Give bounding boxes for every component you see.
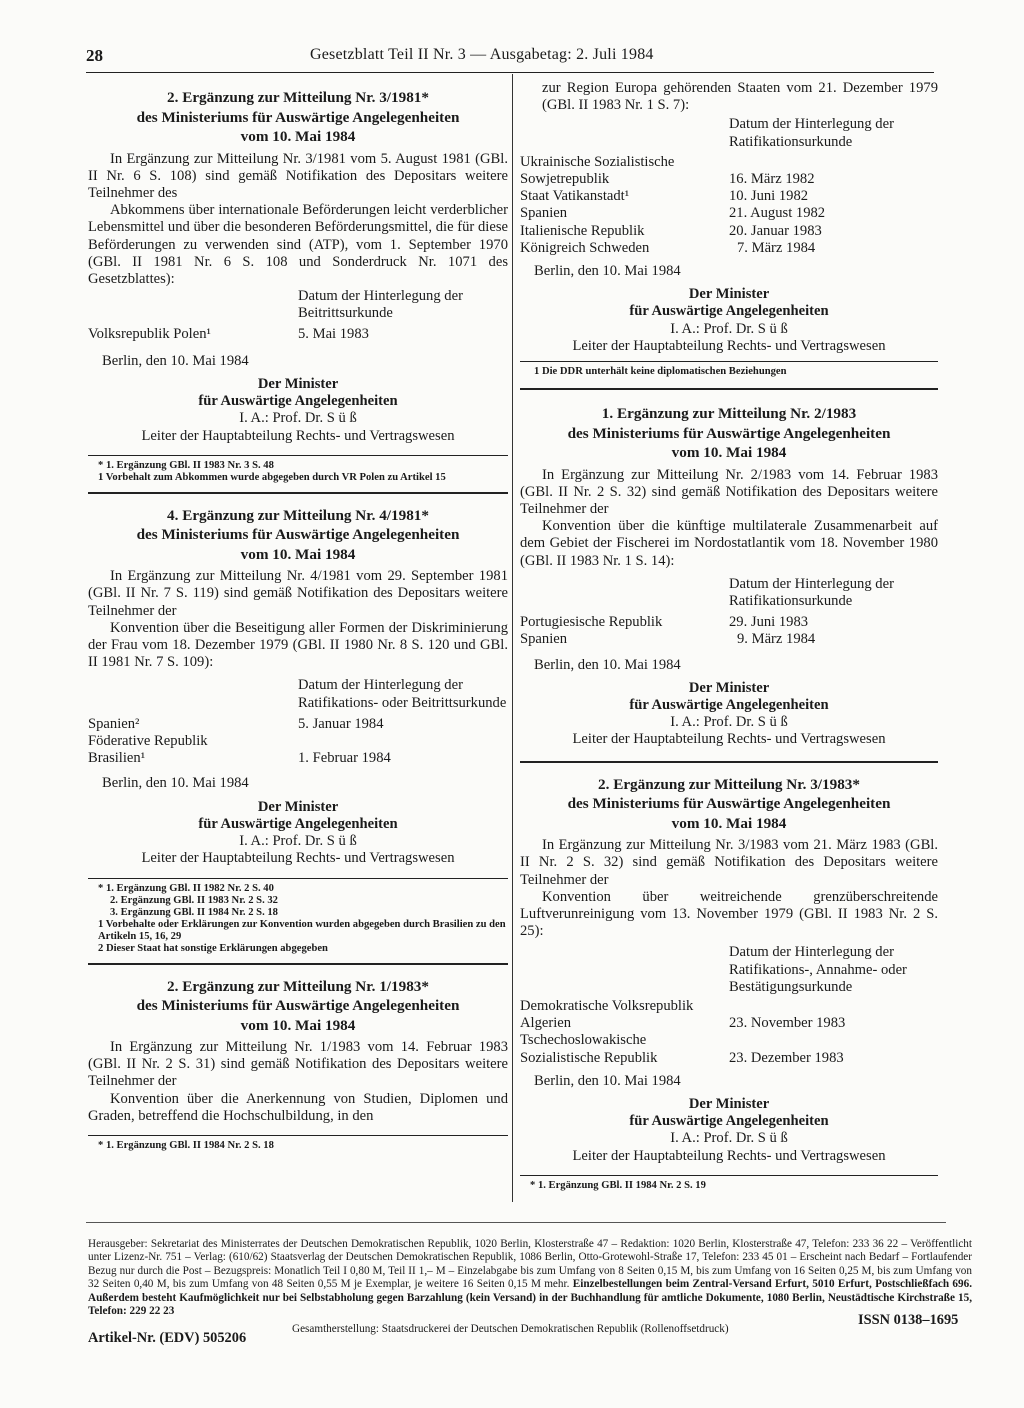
- imprint-rule: [86, 1222, 946, 1223]
- deposit-date: 1. Februar 1984: [298, 750, 391, 767]
- article-number: Artikel-Nr. (EDV) 505206: [88, 1330, 247, 1346]
- table-row: [88, 323, 508, 343]
- sig-signatory: I. A.: Prof. Dr. S ü ß: [670, 1130, 788, 1147]
- section-2-footnotes: [88, 878, 508, 955]
- right-column: [520, 80, 938, 1192]
- footnote: * 1. Ergänzung GBl. II 1984 Nr. 2 S. 18: [98, 1140, 274, 1152]
- imprint-ordering: Einzelbestellungen beim Zentral-Versand Erfurt, 5010 Erfurt, Postschließfach 696. Außerdem besteht Kaufmöglichkeit nur bei Selbstabholung gegen Barzahlung (kein Versand) in der Buchhandlung für amtliche Dokumente, 1080 Berlin, Neustädtische Kirchstraße 15, Telefon: 229 22 23: [88, 1278, 973, 1318]
- footnote: 2 Dieser Staat hat sonstige Erklärungen abgegeben: [98, 942, 328, 954]
- section-3: [88, 977, 508, 1153]
- section-4-signature: [520, 680, 938, 749]
- section-2-title-ministry: des Ministeriums für Auswärtige Angelegenheiten: [136, 526, 460, 544]
- deposit-date: 9. März 1984: [737, 631, 816, 648]
- sig-signatory: I. A.: Prof. Dr. S ü ß: [239, 833, 357, 850]
- section-2-signature: [88, 799, 508, 868]
- sig-ministry: für Auswärtige Angelegenheiten: [198, 815, 398, 832]
- state-name: Spanien²: [88, 715, 140, 732]
- sig-minister: Der Minister: [257, 375, 339, 392]
- section-1-treaty: Abkommens über internationale Beförderungen leicht verderblicher Lebensmittel und über die besonderen Beförderungsmittel, die für diese Beförderungen zu verwenden sind (ATP), vom 1. September 1970 (GBl. II 1981 Nr. 6 S. 108 und Sonderdruck Nr. 1071 des Gesetzblattes):: [88, 202, 508, 287]
- imprint: [88, 1238, 972, 1318]
- deposit-date: 10. Juni 1982: [729, 188, 809, 205]
- section-3-intro: In Ergänzung zur Mitteilung Nr. 1/1983 vom 14. Februar 1983 (GBl. II Nr. 2 S. 31) sind gemäß Notifikation des Depositars weitere Teilnehmer der: [88, 1039, 508, 1090]
- footnote: 1 Vorbehalt zum Abkommen wurde abgegeben durch VR Polen zu Artikel 15: [98, 471, 446, 483]
- deposit-date: 5. Mai 1983: [298, 325, 369, 342]
- section-5-table: [520, 944, 938, 1066]
- section-3-footnote-ddr: [520, 361, 938, 378]
- table-row: [88, 733, 508, 767]
- sig-ministry: für Auswärtige Angelegenheiten: [629, 1113, 829, 1130]
- table-row: [520, 205, 938, 222]
- sig-minister: Der Minister: [688, 679, 770, 696]
- section-5-place: Berlin, den 10. Mai 1984: [534, 1072, 681, 1089]
- printer-note: Gesamtherstellung: Staatsdruckerei der Deutschen Demokratischen Republik (Rollenoffsetdruck): [292, 1323, 729, 1335]
- section-3-footnotes: [88, 1135, 508, 1152]
- section-3-signature: [520, 286, 938, 355]
- section-5-intro: In Ergänzung zur Mitteilung Nr. 3/1983 vom 21. März 1983 (GBl. II Nr. 2 S. 32) sind gemäß Notifikation des Depositars weitere Teilnehmer der: [520, 837, 938, 888]
- sig-department: Leiter der Hauptabteilung Rechts- und Vertragswesen: [572, 731, 886, 748]
- section-2-title-number: 4. Ergänzung zur Mitteilung Nr. 4/1981*: [167, 506, 429, 524]
- section-5-title-ministry: des Ministeriums für Auswärtige Angelegenheiten: [567, 795, 891, 813]
- footnote: * 1. Ergänzung GBl. II 1983 Nr. 3 S. 48: [98, 459, 274, 471]
- footnote: 2. Ergänzung GBl. II 1983 Nr. 2 S. 32: [110, 894, 278, 906]
- sig-ministry: für Auswärtige Angelegenheiten: [629, 696, 829, 713]
- section-divider: [88, 492, 508, 494]
- table-row: [520, 1032, 938, 1066]
- deposit-date: 21. August 1982: [729, 205, 826, 222]
- section-5-footnotes: [520, 1175, 938, 1192]
- deposit-date: 20. Januar 1983: [729, 222, 822, 239]
- table-row: [520, 631, 938, 648]
- section-3-treaty: Konvention über die Anerkennung von Studien, Diplomen und Graden, betreffend die Hochschulbildung, in den: [88, 1090, 508, 1124]
- state-name: Italienische Republik: [520, 222, 645, 239]
- sig-department: Leiter der Hauptabteilung Rechts- und Vertragswesen: [572, 337, 886, 354]
- header-rule: [86, 72, 934, 73]
- table-row: [520, 240, 938, 257]
- section-3-title-date: vom 10. Mai 1984: [240, 1016, 356, 1034]
- section-4-place: Berlin, den 10. Mai 1984: [534, 656, 681, 673]
- section-divider: [88, 963, 508, 965]
- state-name: Föderative Republik Brasilien¹: [88, 733, 208, 767]
- section-2-title-date: vom 10. Mai 1984: [240, 545, 356, 563]
- section-4: [520, 404, 938, 749]
- section-1-table: [88, 288, 508, 343]
- section-3-title-ministry: des Ministeriums für Auswärtige Angelegenheiten: [136, 997, 460, 1014]
- section-2-intro: In Ergänzung zur Mitteilung Nr. 4/1981 vom 29. September 1981 (GBl. II Nr. 7 S. 119) sind gemäß Notifikation des Depositars weitere Teilnehmer der: [88, 568, 508, 619]
- sig-ministry: für Auswärtige Angelegenheiten: [198, 393, 398, 410]
- imprint-text: Herausgeber: Sekretariat des Ministerrates der Deutschen Demokratischen Republik, 1020 Berlin, Klosterstraße 47 – Redaktion: 1020 Berlin, Klosterstraße 47, Telefon: 233 36 22 – Veröffentlicht unter Lizenz-Nr. 751 – Verlag: (610/62) Staatsverlag der Deutschen Demokratischen Republik, 1086 Berlin, Otto-Grotewohl-Straße 17, Telefon: 233 45 01 – Erscheint nach Bedarf – Fortlaufender Bezug nur durch die Post – Bezugspreis: Monatlich Teil I 0,80 M, Teil II 1,– M – Einzelabgabe bis zum Umfang von 8 Seiten 0,15 M, bis zum Umfang von 16 Seiten 0,25 M, bis zum Umfang von 32 Seiten 0,40 M, bis zum Umfang von 48 Seiten 0,55 M je Exemplar, je weitere 16 Seiten 0,15 M mehr.: [88, 1238, 972, 1291]
- state-name: Spanien: [520, 205, 568, 222]
- table-row: [520, 223, 938, 240]
- section-1-intro: In Ergänzung zur Mitteilung Nr. 3/1981 vom 5. August 1981 (GBl. II Nr. 6 S. 108) sind gemäß Notifikation des Depositars weitere Teilnehmer des: [88, 150, 508, 201]
- section-1-title-date: vom 10. Mai 1984: [240, 128, 356, 145]
- sig-department: Leiter der Hauptabteilung Rechts- und Vertragswesen: [572, 1147, 886, 1164]
- section-4-col-header: Datum der Hinterlegung der Ratifikationsurkunde: [729, 575, 894, 609]
- left-column: [88, 88, 508, 1152]
- deposit-date: 7. März 1984: [737, 239, 816, 256]
- column-divider: [512, 74, 513, 1202]
- state-name: Staat Vatikanstadt¹: [520, 188, 630, 205]
- footnote: * 1. Ergänzung GBl. II 1982 Nr. 2 S. 40: [98, 882, 274, 894]
- section-5: [520, 775, 938, 1192]
- state-name: Königreich Schweden: [520, 239, 650, 256]
- section-3-title-number: 2. Ergänzung zur Mitteilung Nr. 1/1983*: [167, 977, 429, 995]
- section-3-continued: [520, 80, 938, 378]
- sig-department: Leiter der Hauptabteilung Rechts- und Vertragswesen: [141, 427, 455, 444]
- section-2-table: [88, 677, 508, 767]
- section-1-title-ministry: des Ministeriums für Auswärtige Angelegenheiten: [136, 108, 460, 126]
- deposit-date: 29. Juni 1983: [729, 614, 809, 631]
- section-3-table: [520, 116, 938, 257]
- section-divider: [520, 761, 938, 763]
- section-2-col-header: Datum der Hinterlegung der Ratifikations- oder Beitrittsurkunde: [298, 677, 507, 711]
- section-2-place: Berlin, den 10. Mai 1984: [102, 775, 249, 792]
- state-name: Ukrainische Sozialistische Sowjetrepublik: [520, 153, 675, 188]
- section-1-signature: [88, 376, 508, 445]
- footnote: 3. Ergänzung GBl. II 1984 Nr. 2 S. 18: [110, 906, 278, 918]
- section-4-title-ministry: des Ministeriums für Auswärtige Angelegenheiten: [567, 424, 891, 442]
- table-row: [520, 188, 938, 205]
- state-name: Spanien: [520, 631, 568, 648]
- page-header: [86, 46, 986, 70]
- section-4-title-number: 1. Ergänzung zur Mitteilung Nr. 2/1983: [601, 405, 857, 423]
- section-5-title-date: vom 10. Mai 1984: [671, 814, 787, 832]
- section-2-treaty: Konvention über die Beseitigung aller Formen der Diskriminierung der Frau vom 18. Dezember 1979 (GBl. II 1980 Nr. 8 S. 120 und GBl. II 1981 Nr. 7 S. 109):: [88, 619, 508, 671]
- sig-signatory: I. A.: Prof. Dr. S ü ß: [239, 410, 357, 427]
- deposit-date: 23. Dezember 1983: [729, 1049, 844, 1066]
- table-row: [520, 996, 938, 1032]
- page-number: 28: [86, 46, 103, 65]
- footnote: 1 Die DDR unterhält keine diplomatischen Beziehungen: [534, 366, 787, 378]
- state-name: Tschechoslowakische Sozialistische Republik: [520, 1032, 658, 1066]
- sig-department: Leiter der Hauptabteilung Rechts- und Vertragswesen: [141, 850, 455, 867]
- section-5-treaty: Konvention über weitreichende grenzüberschreitende Luftverunreinigung vom 13. November 1979 (GBl. II 1983 Nr. 2 S. 25):: [520, 888, 938, 940]
- section-4-title-date: vom 10. Mai 1984: [671, 444, 787, 462]
- table-row: [520, 151, 938, 188]
- section-5-signature: [520, 1096, 938, 1165]
- section-2: [88, 506, 508, 955]
- running-title: Gesetzblatt Teil II Nr. 3 — Ausgabetag: 2. Juli 1984: [310, 46, 654, 63]
- section-3-col-header: Datum der Hinterlegung der Ratifikationsurkunde: [729, 116, 894, 150]
- section-1-col-header: Datum der Hinterlegung der Beitrittsurkunde: [298, 288, 463, 322]
- section-3-treaty-continued: zur Region Europa gehörenden Staaten vom 21. Dezember 1979 (GBl. II 1983 Nr. 1 S. 7):: [542, 80, 938, 114]
- sig-signatory: I. A.: Prof. Dr. S ü ß: [670, 714, 788, 731]
- state-name: Portugiesische Republik: [520, 614, 663, 631]
- section-1-title-number: 2. Ergänzung zur Mitteilung Nr. 3/1981*: [167, 89, 429, 106]
- footnote: * 1. Ergänzung GBl. II 1984 Nr. 2 S. 19: [530, 1179, 706, 1191]
- sig-ministry: für Auswärtige Angelegenheiten: [629, 303, 829, 320]
- sig-minister: Der Minister: [688, 286, 770, 303]
- state-name: Demokratische Volksrepublik Algerien: [520, 997, 694, 1032]
- sig-minister: Der Minister: [688, 1095, 770, 1112]
- section-4-treaty: Konvention über die künftige multilaterale Zusammenarbeit auf dem Gebiet der Fischerei im Nordostatlantik vom 18. November 1980 (GBl. II 1983 Nr. 1 S. 14):: [520, 518, 938, 569]
- state-name: Volksrepublik Polen¹: [88, 325, 211, 342]
- table-row: [88, 712, 508, 733]
- issn: ISSN 0138–1695: [858, 1312, 959, 1328]
- section-1-footnotes: [88, 455, 508, 484]
- section-1: [88, 88, 508, 484]
- deposit-date: 5. Januar 1984: [298, 715, 384, 732]
- section-3-place: Berlin, den 10. Mai 1984: [534, 263, 681, 280]
- section-5-col-header: Datum der Hinterlegung der Ratifikations-, Annahme- oder Bestätigungsurkunde: [729, 944, 907, 995]
- sig-signatory: I. A.: Prof. Dr. S ü ß: [670, 320, 788, 337]
- footnote: 1 Vorbehalte oder Erklärungen zur Konvention wurden abgegeben durch Brasilien zu den Artikeln 15, 16, 29: [98, 918, 506, 942]
- sig-minister: Der Minister: [257, 798, 339, 815]
- table-row: [520, 610, 938, 631]
- deposit-date: 23. November 1983: [729, 1015, 846, 1032]
- section-4-table: [520, 576, 938, 649]
- section-5-title-number: 2. Ergänzung zur Mitteilung Nr. 3/1983*: [598, 775, 860, 793]
- section-4-intro: In Ergänzung zur Mitteilung Nr. 2/1983 vom 14. Februar 1983 (GBl. II Nr. 2 S. 32) sind gemäß Notifikation des Depositars weitere Teilnehmer der: [520, 466, 938, 517]
- deposit-date: 16. März 1982: [729, 171, 815, 188]
- section-divider: [520, 388, 938, 390]
- section-1-place: Berlin, den 10. Mai 1984: [102, 352, 249, 369]
